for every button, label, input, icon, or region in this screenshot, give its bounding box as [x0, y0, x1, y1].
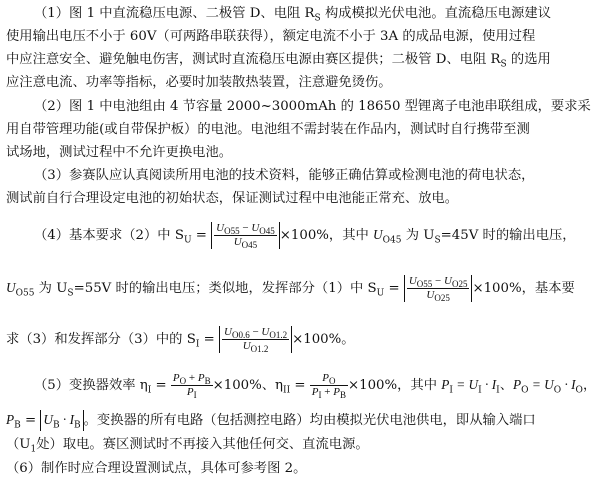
var: U — [224, 326, 232, 338]
sub: O45 — [382, 235, 402, 246]
var: U — [43, 412, 53, 427]
sub: B — [74, 420, 81, 431]
sub: I — [478, 385, 482, 396]
var: U — [251, 222, 260, 234]
p3-line1 — [34, 166, 534, 186]
var: U — [6, 280, 16, 295]
abs-formula — [211, 222, 280, 249]
text: 的选用 — [506, 52, 551, 67]
sub: S — [434, 235, 441, 246]
p2-line1 — [34, 97, 591, 117]
sub: O25 — [434, 293, 450, 304]
sub: O0.6 — [231, 330, 250, 341]
text: 应注意电流、功率等指标，必要时加装散热装置，注意避免烫伤。 — [6, 75, 392, 90]
fraction — [310, 372, 348, 399]
sub: O — [575, 385, 583, 396]
op: − — [249, 326, 262, 338]
text: 。变换器的所有电路（包括测控电路）均由模拟光伏电池供电，即从输入端口 — [83, 413, 536, 428]
fraction — [407, 275, 470, 302]
fraction — [171, 372, 213, 399]
var: U — [373, 227, 383, 242]
numerator — [222, 326, 289, 340]
var: P — [186, 386, 194, 398]
p1-line3 — [6, 50, 551, 70]
text: 为 U — [401, 228, 435, 243]
p5-line1 — [34, 372, 596, 399]
text: =45V 时的输出电压， — [440, 228, 576, 243]
op: − — [239, 222, 252, 234]
sub: I — [195, 339, 200, 350]
p4-line3 — [6, 326, 355, 353]
sub: U — [376, 288, 385, 299]
text: ×100%、η — [212, 378, 284, 393]
var: P — [311, 386, 319, 398]
var: · I — [561, 377, 576, 392]
abs-formula — [219, 326, 292, 353]
sub: O — [328, 376, 336, 387]
p5-line2 — [6, 410, 536, 431]
sub: I — [193, 390, 197, 401]
var: P — [197, 372, 205, 384]
p1-line4 — [6, 73, 392, 93]
var: P — [333, 386, 340, 398]
p5-line3 — [6, 435, 369, 455]
text: =55V 时的输出电压；类似地，发挥部分（1）中 S — [73, 281, 377, 296]
var: U — [242, 340, 251, 352]
var: U — [216, 222, 225, 234]
sub: O — [553, 385, 562, 396]
text: 中应注意安全、避免触电伤害，测试时直流稳压电源由赛区提供；二极管 D、电阻 R — [6, 52, 501, 67]
p2-line3 — [6, 143, 232, 163]
text: （5）变换器效率 η — [34, 378, 148, 393]
denominator — [214, 236, 277, 249]
numerator — [310, 372, 348, 386]
sub: O45 — [241, 240, 258, 251]
text: = — [199, 332, 219, 347]
p3-line2 — [6, 189, 458, 209]
text: ×100%，其中 — [279, 228, 374, 243]
var: U — [444, 275, 452, 287]
var: P — [441, 377, 450, 392]
sub: U — [183, 235, 192, 246]
sub: I — [147, 385, 152, 396]
text: （3）参赛队应认真阅读所用电池的技术资料，能够正确估算或检测电池的荷电状态， — [34, 168, 535, 183]
sub: O25 — [451, 279, 468, 290]
text: （2）图 1 中电池组由 4 节容量 2000~3000mAh 的 18650 型锂离子电池串联组成，要求采 — [34, 99, 591, 114]
text: = — [20, 413, 41, 428]
text: 为 U — [34, 281, 68, 296]
text: 、 — [499, 378, 513, 393]
text: ×100%。 — [292, 332, 355, 347]
text: （6）制作时应合理设置测试点，具体可参考图 2。 — [6, 461, 307, 476]
text: 测试前自行合理设定电池的初始状态，保证测试过程中电池能正常充、放电。 — [6, 191, 459, 206]
var: P — [172, 372, 180, 384]
denominator — [310, 386, 348, 399]
p2-line2 — [6, 120, 530, 140]
numerator — [407, 275, 470, 289]
sub: I — [318, 390, 322, 401]
var: P — [6, 412, 15, 427]
var: U — [261, 326, 270, 338]
sub: I — [496, 385, 500, 396]
text: 求（3）和发挥部分（3）中的 S — [6, 332, 196, 347]
sub: O — [521, 385, 529, 396]
abs-formula — [404, 275, 473, 302]
sub: B — [52, 420, 60, 431]
p4-line1 — [34, 222, 576, 249]
text: 用自带管理功能(或自带保护板）的电池。电池组不需封装在作品内，测试时自行携带至测 — [6, 122, 530, 137]
fraction — [214, 222, 277, 249]
var: · I — [59, 412, 74, 427]
numerator — [171, 372, 213, 386]
text: 处）取电。赛区测试时不再接入其他任何交、直流电源。 — [36, 437, 369, 452]
text: = — [191, 228, 212, 243]
var: U — [408, 275, 417, 287]
sub: O45 — [259, 226, 275, 237]
p4-line2 — [6, 275, 575, 302]
abs-formula — [40, 410, 83, 431]
sub: O55 — [416, 279, 433, 290]
var: · I — [481, 377, 497, 392]
text: （4）基本要求（2）中 S — [34, 228, 184, 243]
denominator — [171, 386, 213, 399]
sub: B — [204, 376, 211, 387]
denominator — [407, 289, 470, 302]
var: = U — [452, 377, 479, 392]
sub: O55 — [224, 226, 240, 237]
text: ， — [582, 378, 596, 393]
text: 使用输出电压不小于 60V（可两路串联获得），额定电流不小于 3A 的成品电源，使用过程 — [6, 29, 536, 44]
sub: S — [67, 288, 74, 299]
text: = — [290, 378, 310, 393]
op: + — [321, 386, 334, 398]
text: ×100%，基本要 — [472, 281, 575, 296]
sub: B — [339, 390, 346, 401]
p1-line1 — [34, 4, 551, 24]
sub: S — [500, 59, 507, 70]
fraction — [222, 326, 289, 353]
text: 构成模拟光伏电池。直流稳压电源建议 — [320, 6, 551, 21]
sub: O — [179, 376, 187, 387]
denominator — [222, 340, 289, 353]
sub: O1.2 — [250, 344, 269, 355]
sub: O1.2 — [269, 330, 288, 341]
op: + — [186, 372, 198, 384]
text: （U — [6, 437, 31, 452]
sub: O55 — [15, 288, 35, 299]
text: 试场地，测试过程中不允许更换电池。 — [6, 145, 233, 160]
sub: 1 — [30, 444, 37, 455]
p1-line2 — [6, 27, 535, 47]
numerator — [214, 222, 277, 236]
sub: B — [14, 420, 21, 431]
sub: II — [283, 385, 291, 396]
op: − — [432, 275, 444, 287]
var: U — [426, 289, 435, 301]
p6-line1 — [6, 459, 306, 479]
text: = — [151, 378, 171, 393]
var: P — [513, 377, 522, 392]
text: （1）图 1 中直流稳压电源、二极管 D、电阻 R — [34, 6, 315, 21]
sub: I — [449, 385, 453, 396]
text: ×100%，其中 — [347, 378, 442, 393]
text: = — [384, 281, 404, 296]
sub: S — [314, 13, 321, 24]
var: = U — [528, 377, 554, 392]
var: P — [322, 372, 329, 384]
var: U — [233, 236, 242, 248]
